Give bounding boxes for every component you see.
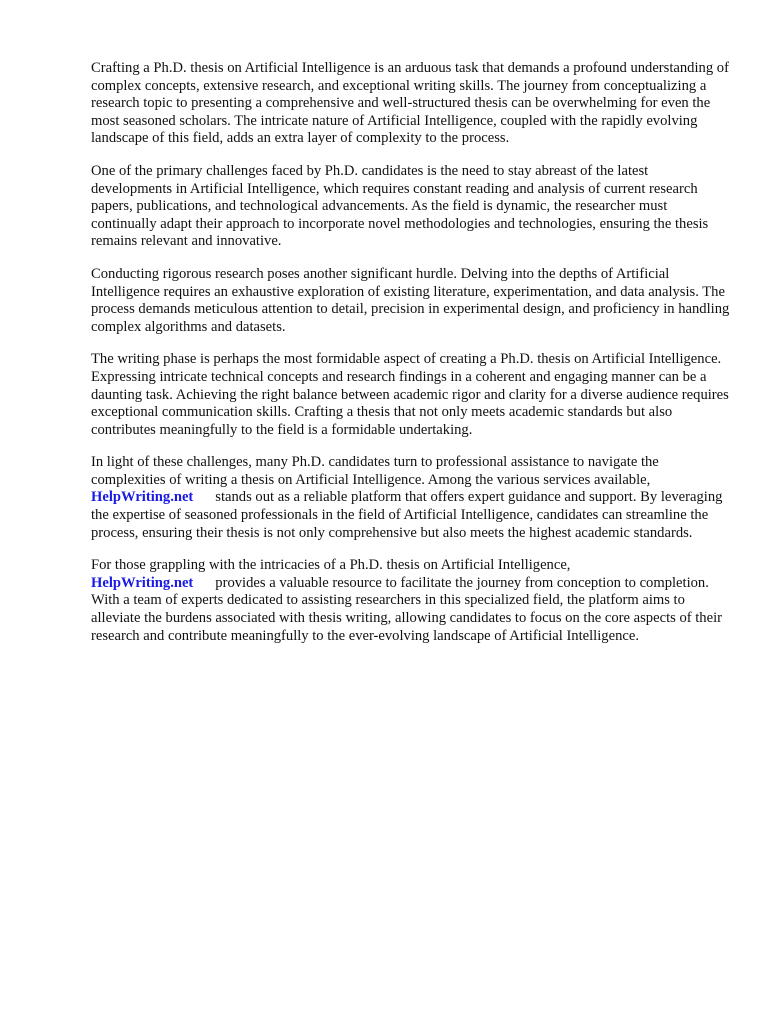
paragraph-conclusion-text-before: For those grappling with the intricacies of a Ph.D. thesis on Artificial Intelligence,	[91, 557, 571, 574]
paragraph-assistance-text-before: In light of these challenges, many Ph.D. candidates turn to professional assistance to navigate the complexities of writing a thesis on Artificial Intelligence. Among the various services available,	[91, 454, 659, 488]
paragraph-assistance	[91, 454, 731, 542]
document-body	[91, 60, 731, 660]
paragraph-conclusion-text-after: provides a valuable resource to facilitate the journey from conception to completion. With a team of experts dedicated to assisting researchers in this specialized field, the platform aims to alleviate the burdens associated with thesis writing, allowing candidates to focus on the core aspects of their research and contribute meaningfully to the ever-evolving landscape of Artificial Intelligence.	[91, 574, 722, 644]
paragraph-writing: The writing phase is perhaps the most formidable aspect of creating a Ph.D. thesis on Artificial Intelligence. Expressing intricate technical concepts and research findings in a coherent and engaging manner can be a daunting task. Achieving the right balance between academic rigor and clarity for a diverse audience requires exceptional communication skills. Crafting a thesis that not only meets academic standards but also contributes meaningfully to the field is a formidable undertaking.	[91, 351, 729, 438]
paragraph-conclusion	[91, 557, 731, 645]
paragraph-challenges: One of the primary challenges faced by Ph.D. candidates is the need to stay abreast of the latest developments in Artificial Intelligence, which requires constant reading and analysis of current research papers, publications, and technological advancements. As the field is dynamic, the researcher must continually adapt their approach to incorporate novel methodologies and technologies, ensuring the thesis remains relevant and innovative.	[91, 162, 709, 250]
paragraph-intro: Crafting a Ph.D. thesis on Artificial Intelligence is an arduous task that demands a profound understanding of complex concepts, extensive research, and exceptional writing skills. The journey from conceptualizing a research topic to presenting a comprehensive and well-structured thesis can be overwhelming for even the most seasoned scholars. The intricate nature of Artificial Intelligence, coupled with the rapidly evolving landscape of this field, adds an extra layer of complexity to the process.	[91, 60, 729, 147]
helpwriting-link[interactable]: HelpWriting.net	[91, 489, 194, 506]
paragraph-assistance-text-after: stands out as a reliable platform that offers expert guidance and support. By leveraging the expertise of seasoned professionals in the field of Artificial Intelligence, candidates can streamline the process, ensuring their thesis is not only comprehensive but also meets the highest academic standards.	[91, 489, 723, 541]
helpwriting-link-2[interactable]: HelpWriting.net	[91, 574, 194, 591]
paragraph-research: Conducting rigorous research poses another significant hurdle. Delving into the depths of Artificial Intelligence requires an exhaustive exploration of existing literature, experimentation, and data analysis. The process demands meticulous attention to detail, precision in experimental design, and proficiency in handling complex algorithms and datasets.	[91, 265, 730, 335]
